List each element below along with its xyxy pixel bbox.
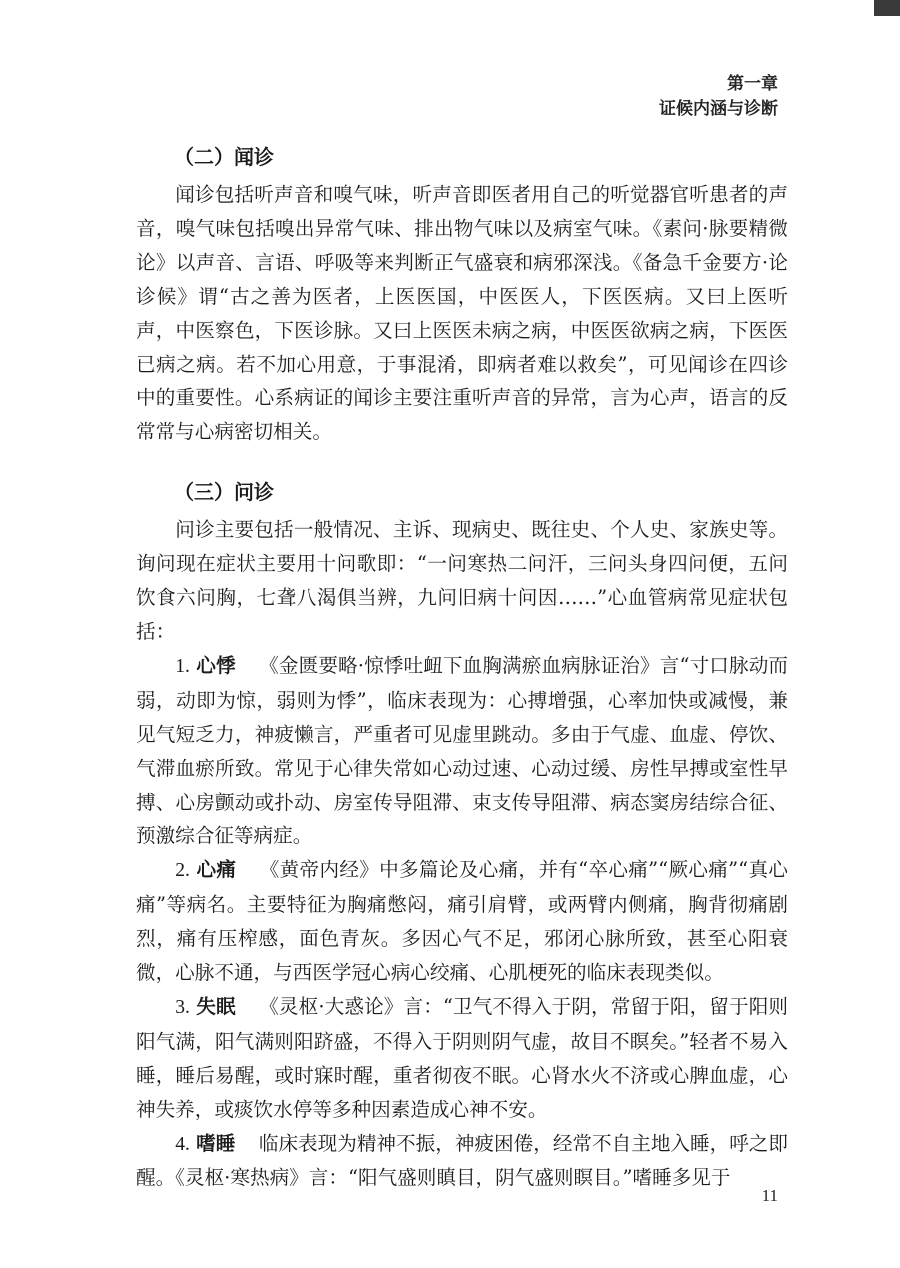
chapter-label: 第一章 bbox=[727, 74, 778, 94]
item-number: 1. bbox=[175, 655, 190, 677]
item-text: 《金匮要略·惊悸吐衄下血胸满瘀血病脉证治》言“寸口脉动而弱，动即为惊，弱则为悸”，临床表现为：心搏增强，心率加快或减慢，兼见气短乏力，神疲懒言，严重者可见虚里跳动。多由于气虚、血虚、停饮、气滞血瘀所致。常见于心律失常如心动过速、心动过缓、房性早搏或室性早搏、心房颤动或扑动、房室传导阻滞、束支传导阻滞、病态窦房结综合征、预激综合征等病症。 bbox=[136, 653, 789, 848]
page-number: 11 bbox=[761, 1186, 778, 1205]
section-paragraph: 问诊主要包括一般情况、主诉、现病史、既往史、个人史、家族史等。询问现在症状主要用十问歌即：“一问寒热二问汗，三问头身四问便，五问饮食六问胸，七聋八渴俱当辨，九问旧病十问因……”心血管病常见症状包括： bbox=[136, 518, 788, 643]
section-heading: （二）闻诊 bbox=[174, 145, 274, 169]
item-text: 《灵枢·大惑论》言：“卫气不得入于阴，常留于阳，留于阳则阳气满，阳气满则阳跻盛，不得入于阴则阴气虚，故目不瞑矣。”轻者不易入睡，睡后易醒，或时寐时醒，重者彻夜不眠。心肾水火不济或心脾血虚，心神失养，或痰饮水停等多种因素造成心神不安。 bbox=[136, 994, 789, 1121]
item-text: 临床表现为精神不振，神疲困倦，经常不自主地入睡，呼之即醒。《灵枢·寒热病》言：“阳气盛则瞋目，阴气盛则瞑目。”嗜睡多见于 bbox=[136, 1131, 789, 1190]
item-term: 失眠 bbox=[196, 994, 236, 1018]
section-inquiry bbox=[136, 475, 788, 1195]
section-paragraph: 闻诊包括听声音和嗅气味，听声音即医者用自己的听觉器官听患者的声音，嗅气味包括嗅出异常气味、排出物气味以及病室气味。《素问·脉要精微论》以声音、言语、呼吸等来判断正气盛衰和病邪深浅。《备急千金要方·论诊候》谓“古之善为医者，上医医国，中医医人，下医医病。又曰上医听声，中医察色，下医诊脉。又曰上医医未病之病，中医医欲病之病，下医医已病之病。若不加心用意，于事混淆，即病者难以救矣”，可见闻诊在四诊中的重要性。心系病证的闻诊主要注重听声音的异常，言为心声，语言的反常常与心病密切相关。 bbox=[136, 183, 788, 444]
page-corner-mark bbox=[874, 0, 900, 16]
section-heading: （三）问诊 bbox=[174, 480, 274, 505]
item-term: 嗜睡 bbox=[196, 1131, 236, 1155]
running-head bbox=[659, 72, 778, 122]
page-body bbox=[136, 140, 788, 1195]
chapter-title: 证候内涵与诊断 bbox=[659, 99, 778, 119]
section-auscultation bbox=[136, 140, 788, 449]
item-text: 《黄帝内经》中多篇论及心痛，并有“卒心痛”“厥心痛”“真心痛”等病名。主要特征为胸痛憋闷，痛引肩臂，或两臂内侧痛，胸背彻痛剧烈，痛有压榨感，面色青灰。多因心气不足，邪闭心脉所致，甚至心阳衰微，心脉不通，与西医学冠心病心绞痛、心肌梗死的临床表现类似。 bbox=[136, 858, 788, 985]
symptom-item bbox=[136, 990, 788, 1127]
item-term: 心痛 bbox=[196, 858, 237, 882]
symptom-item bbox=[136, 853, 788, 990]
item-number: 4. bbox=[175, 1133, 190, 1155]
item-number: 3. bbox=[175, 996, 190, 1018]
item-term: 心悸 bbox=[196, 653, 236, 677]
symptom-item bbox=[136, 649, 788, 853]
symptom-item bbox=[136, 1127, 788, 1196]
item-number: 2. bbox=[175, 860, 190, 882]
